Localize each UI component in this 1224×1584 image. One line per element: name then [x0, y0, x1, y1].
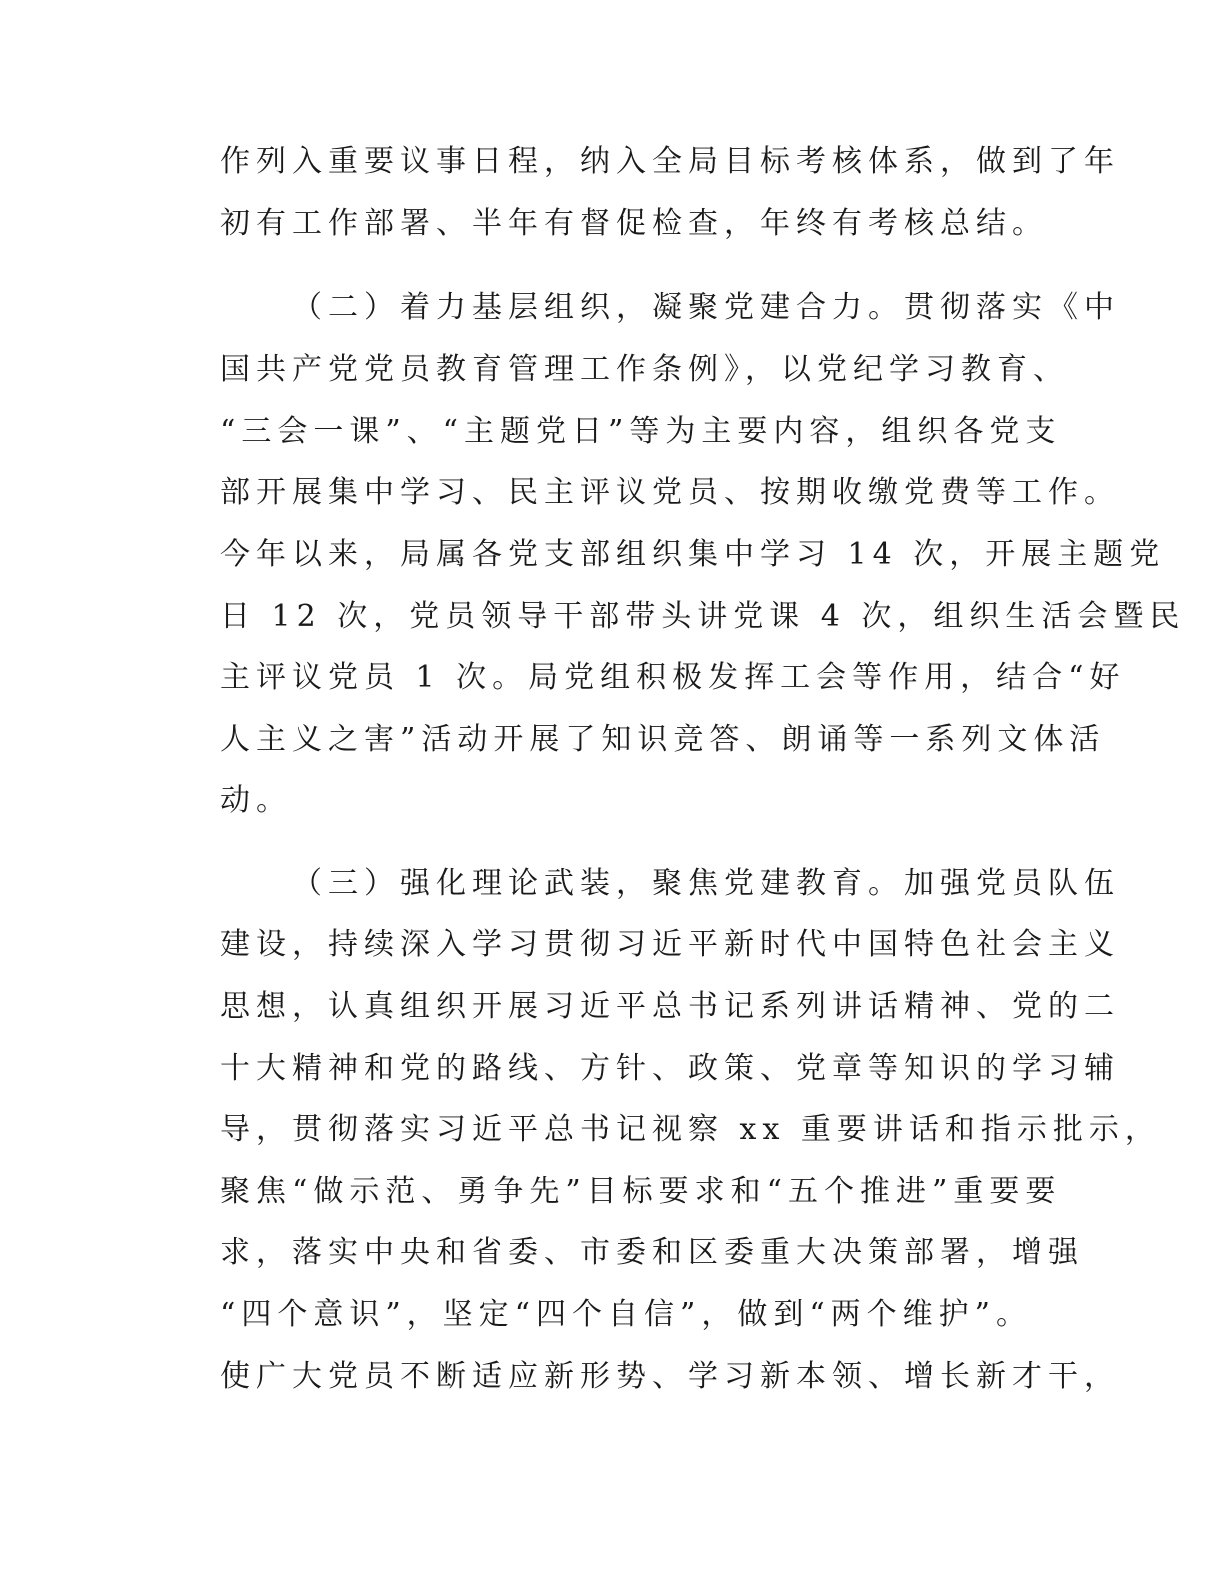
- text-line: 今年以来，局属各党支部组织集中学习 14 次，开展主题党: [220, 537, 1166, 572]
- text-line: 动。: [220, 783, 292, 818]
- text-line: 初有工作部署、半年有督促检查，年终有考核总结。: [220, 206, 1048, 241]
- text-line: 建设，持续深入学习贯彻习近平新时代中国特色社会主义: [220, 927, 1120, 962]
- text-line: 思想，认真组织开展习近平总书记系列讲话精神、党的二: [220, 989, 1120, 1024]
- text-line: 导，贯彻落实习近平总书记视察 xx 重要讲话和指示批示，: [220, 1112, 1161, 1147]
- text-line: 人主义之害”活动开展了知识竞答、朗诵等一系列文体活: [220, 722, 1106, 757]
- text-line: 国共产党党员教育管理工作条例》，以党纪学习教育、: [220, 352, 1069, 387]
- text-line: 作列入重要议事日程，纳入全局目标考核体系，做到了年: [220, 144, 1120, 179]
- text-line: “四个意识”，坚定“四个自信”，做到“两个维护”。: [220, 1297, 1033, 1332]
- text-line: 十大精神和党的路线、方针、政策、党章等知识的学习辅: [220, 1051, 1120, 1086]
- text-line: 求，落实中央和省委、市委和区委重大决策部署，增强: [220, 1235, 1084, 1270]
- section-heading-line: （三）强化理论武装，聚焦党建教育。加强党员队伍: [292, 866, 1120, 901]
- text-line: 部开展集中学习、民主评议党员、按期收缴党费等工作。: [220, 475, 1120, 510]
- section-heading-line: （二）着力基层组织，凝聚党建合力。贯彻落实《中: [292, 290, 1120, 325]
- text-line: 使广大党员不断适应新形势、学习新本领、增长新才干，: [220, 1359, 1120, 1394]
- text-line: 日 12 次，党员领导干部带头讲党课 4 次，组织生活会暨民: [220, 599, 1186, 634]
- text-line: “三会一课”、“主题党日”等为主要内容，组织各党支: [220, 414, 1062, 449]
- text-line: 主评议党员 1 次。局党组积极发挥工会等作用，结合“好: [220, 660, 1126, 695]
- text-line: 聚焦“做示范、勇争先”目标要求和“五个推进”重要要: [220, 1174, 1062, 1209]
